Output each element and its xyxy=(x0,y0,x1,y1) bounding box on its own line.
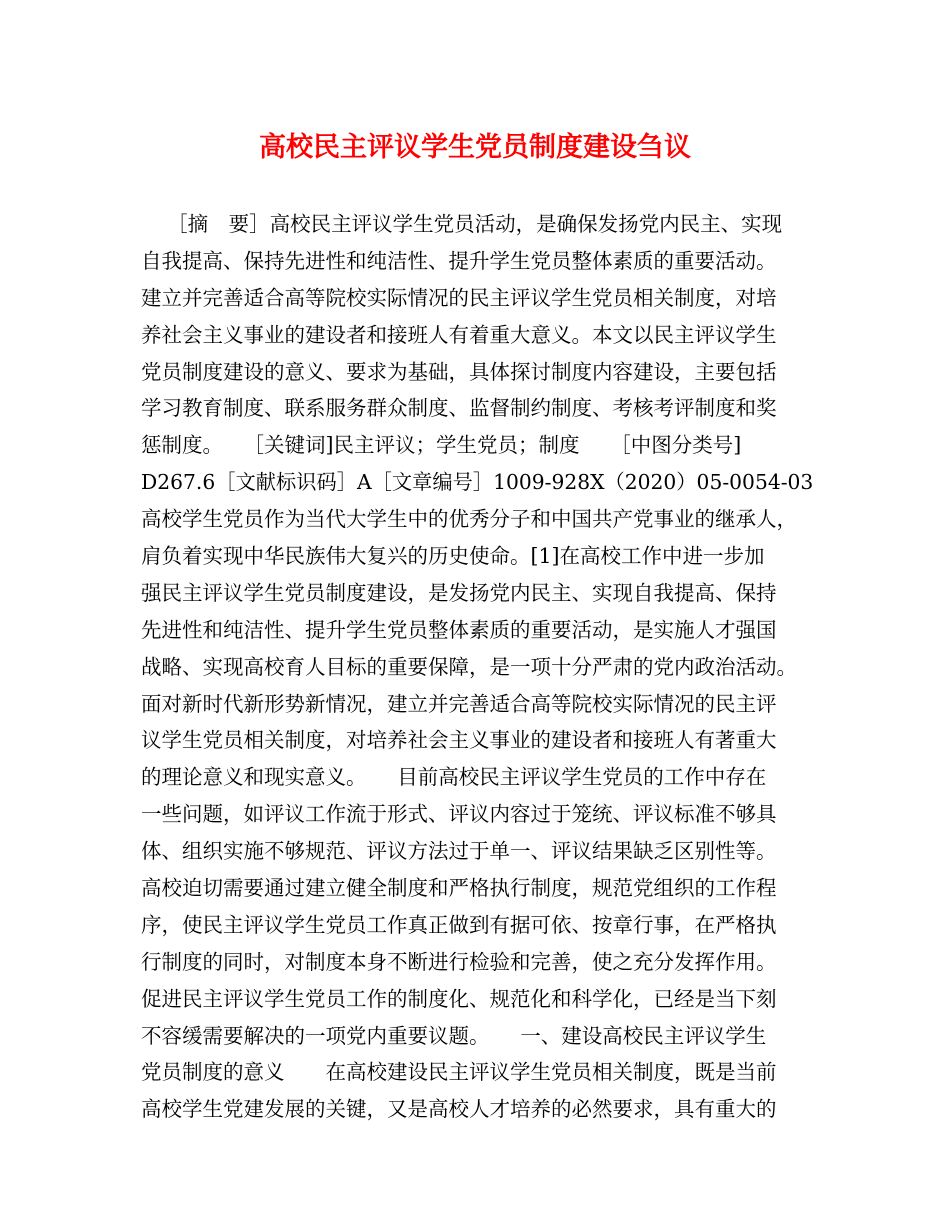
document-title: 高校民主评议学生党员制度建设刍议 xyxy=(259,132,691,163)
body-text-line: 养社会主义事业的建设者和接班人有着重大意义。本文以民主评议学生 xyxy=(141,322,777,347)
body-text-line: 高校学生党建发展的关键，又是高校人才培养的必然要求，具有重大的 xyxy=(141,1097,777,1122)
body-text-line: 议学生党员相关制度，对培养社会主义事业的建设者和接班人有著重大 xyxy=(141,728,777,753)
body-text-line: 面对新时代新形势新情况，建立并完善适合高等院校实际情况的民主评 xyxy=(141,691,777,716)
body-text-line: 学习教育制度、联系服务群众制度、监督制约制度、考核考评制度和奖 xyxy=(141,396,777,421)
body-text-line: 一些问题，如评议工作流于形式、评议内容过于笼统、评议标准不够具 xyxy=(141,802,777,827)
body-text-line: 自我提高、保持先进性和纯洁性、提升学生党员整体素质的重要活动。 xyxy=(141,248,777,273)
body-text-line: 高校学生党员作为当代大学生中的优秀分子和中国共产党事业的继承人， xyxy=(141,507,797,532)
body-text-line: 体、组织实施不够规范、评议方法过于单一、评议结果缺乏区别性等。 xyxy=(141,839,777,864)
body-text-line: 战略、实现高校育人目标的重要保障，是一项十分严肃的党内政治活动。 xyxy=(141,654,797,679)
body-text-line: 党员制度的意义 在高校建设民主评议学生党员相关制度，既是当前 xyxy=(141,1060,777,1085)
body-text-line: 强民主评议学生党员制度建设，是发扬党内民主、实现自我提高、保持 xyxy=(141,580,777,605)
body-text-line: 党员制度建设的意义、要求为基础，具体探讨制度内容建设，主要包括 xyxy=(141,359,777,384)
body-text-line: 的理论意义和现实意义。 目前高校民主评议学生党员的工作中存在 xyxy=(141,765,767,790)
body-text-line: 行制度的同时，对制度本身不断进行检验和完善，使之充分发挥作用。 xyxy=(141,949,777,974)
body-text-line: 促进民主评议学生党员工作的制度化、规范化和科学化，已经是当下刻 xyxy=(141,986,777,1011)
body-text-line: 不容缓需要解决的一项党内重要议题。 一、建设高校民主评议学生 xyxy=(141,1023,767,1048)
body-text-line: D267.6［文献标识码］A［文章编号］1009-928X（2020）05-0054-03 xyxy=(141,470,814,495)
body-text-line: ［摘 要］高校民主评议学生党员活动，是确保发扬党内民主、实现 xyxy=(141,212,783,236)
body-text-line: 惩制度。 ［关键词]民主评议；学生党员；制度 ［中图分类号] xyxy=(141,433,742,458)
body-text-line: 先进性和纯洁性、提升学生党员整体素质的重要活动，是实施人才强国 xyxy=(141,617,777,642)
body-text-line: 高校迫切需要通过建立健全制度和严格执行制度，规范党组织的工作程 xyxy=(141,876,777,901)
body-text-line: 建立并完善适合高等院校实际情况的民主评议学生党员相关制度，对培 xyxy=(141,285,777,310)
document-body xyxy=(141,206,821,1128)
body-text-line: 肩负着实现中华民族伟大复兴的历史使命。[1]在高校工作中进一步加 xyxy=(141,544,765,569)
body-text-line: 序，使民主评议学生党员工作真正做到有据可依、按章行事，在严格执 xyxy=(141,912,777,937)
